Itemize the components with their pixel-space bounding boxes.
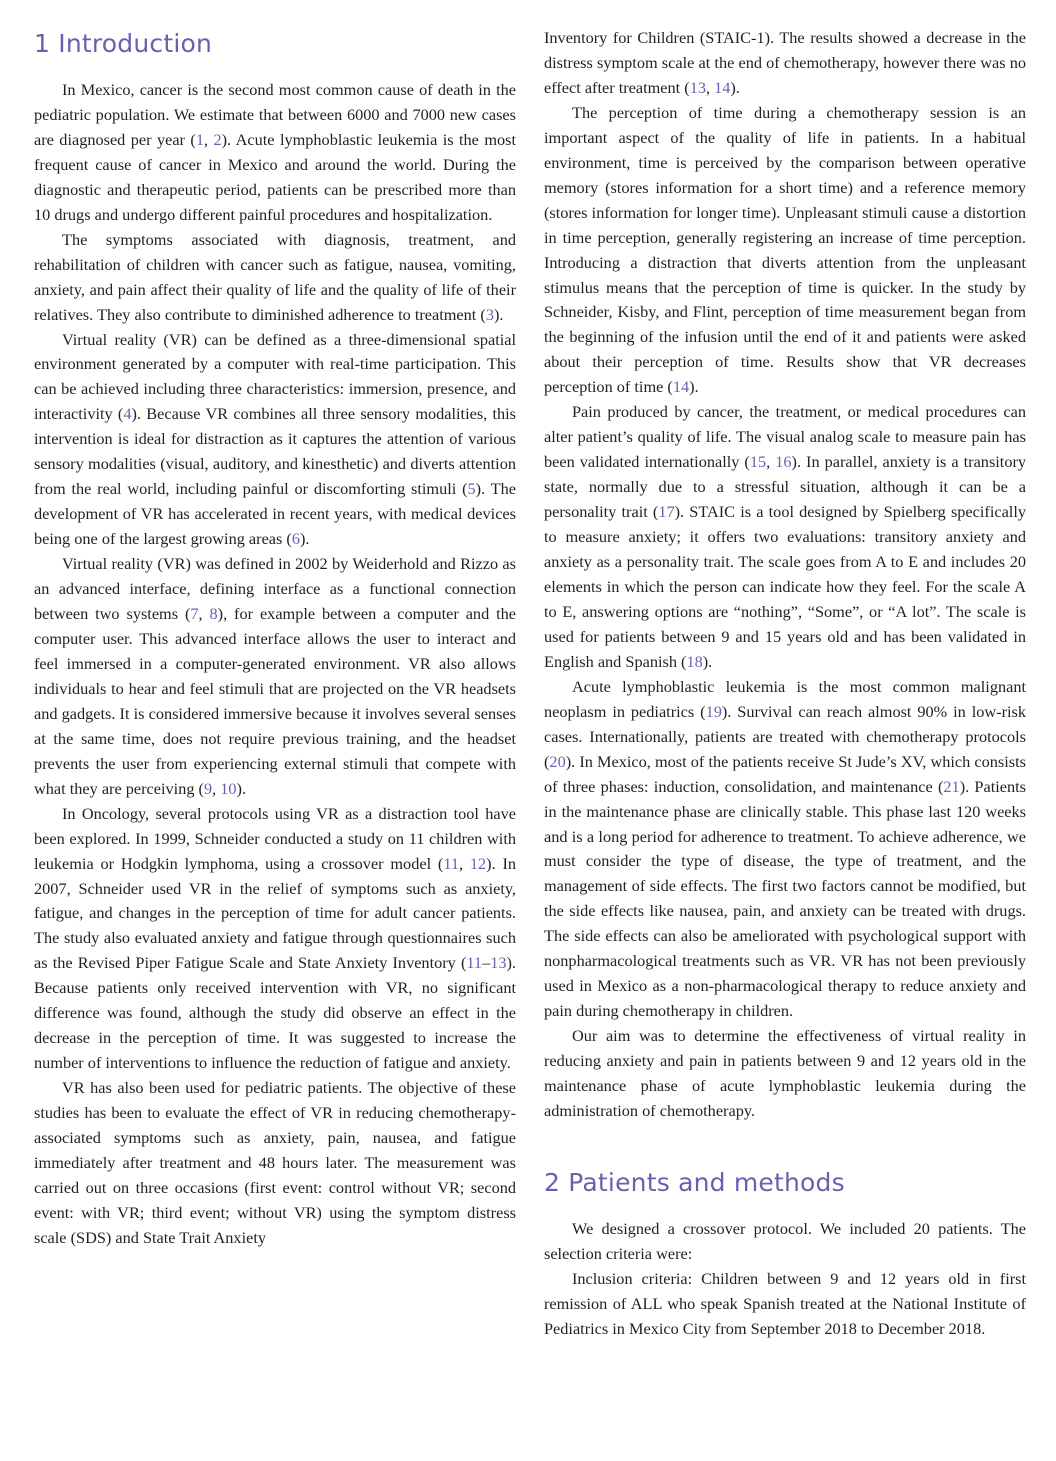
body-paragraph: Inclusion criteria: Children between 9 and 12 years old in first remission of ALL who speak Spanish treated at the National Institute of Pediatrics in Mexico City from September 2018 to December 2018.: [544, 1268, 1026, 1338]
citation-link[interactable]: 13: [689, 77, 706, 97]
body-paragraph: VR has also been used for pediatric patients. The objective of these studies has been to evaluate the effect of VR in reducing chemotherapy-associated symptoms such as anxiety, pain, nausea, and fatigue immediately after treatment and 48 hours later. The measurement was carried out on three occasions (first event: control without VR; second event: with VR; third event; without VR) using the symptom distress scale (SDS) and State Trait Anxiety: [34, 1078, 516, 1247]
citation-link[interactable]: 15: [749, 452, 767, 472]
body-paragraph: The perception of time during a chemotherapy session is an important aspect of the quality of life in patients. In a habitual environment, time is perceived by the comparison between operative memory (stores information for a short time) and a reference memory (stores information for longer time). Unpleasant stimuli cause a distortion in time perception, generally registering an increase of time perception. Introducing a distraction that diverts attention from the unpleasant stimulus means that the perception of time is quicker. In the study by Schneider, Kisby, and Flint, perception of time measurement began from the beginning of the infusion until the end of it and patients were asked about their perception of time. Results show that VR decreases perception of time (14).: [544, 102, 1026, 397]
body-paragraph: Inventory for Children (STAIC-1). The results showed a decrease in the distress symptom scale at the end of chemotherapy, however there was no effect after treatment (13, 14).: [544, 28, 1026, 97]
body-paragraph: Our aim was to determine the effectiveness of virtual reality in reducing anxiety and pain in patients between 9 and 12 years old in the maintenance phase of acute lymphoblastic leukemia during the administration of chemotherapy.: [544, 1026, 1026, 1120]
citation-link[interactable]: 10: [220, 778, 237, 798]
body-paragraph: Acute lymphoblastic leukemia is the most common malignant neoplasm in pediatrics (19). Survival can reach almost 90% in low-risk cases. Internationally, patients are treated with chemotherapy protocols (20). In Mexico, most of the patients receive St Jude’s XV, which consists of three phases: induction, consolidation, and maintenance (21). Patients in the maintenance phase are clinically stable. This phase last 120 weeks and is a long period for adherence to treatment. To achieve adherence, we must consider the type of disease, the type of treatment, and the management of side effects. The first two factors cannot be modified, but the side effects like nausea, pain, and anxiety can be treated with drugs. The side effects can also be ameliorated with psychological support with nonpharmacological treatments such as VR. VR has not been previously used in Mexico as a non-pharmacological therapy to reduce anxiety and pain during chemotherapy in children.: [544, 676, 1027, 1021]
body-paragraph: In Mexico, cancer is the second most common cause of death in the pediatric population. We estimate that between 6000 and 7000 new cases are diagnosed per year (1, 2). Acute lymphoblastic leukemia is the most frequent cause of cancer in Mexico and around the world. During the diagnostic and therapeutic period, patients can be prescribed more than 10 drugs and undergo different painful procedures and hospitalization.: [34, 80, 516, 224]
citation-link[interactable]: 5: [467, 479, 476, 499]
citation-link[interactable]: 4: [123, 404, 132, 424]
citation-link[interactable]: 19: [705, 701, 722, 721]
section-heading-introduction: 1 Introduction: [34, 29, 213, 58]
citation-link[interactable]: 6: [291, 529, 300, 549]
body-paragraph: Virtual reality (VR) can be defined as a three-dimensional spatial environment generated by a computer with real-time participation. This can be achieved including three characteristics: immersion, presence, and interactivity (4). Because VR combines all three sensory modalities, this intervention is ideal for distraction as it captures the attention of various sensory modalities (visual, auditory, and kinesthetic) and diverts attention from the real world, including painful or discomforting stimuli (5). The development of VR has accelerated in recent years, with medical devices being one of the largest growing areas (6).: [34, 329, 517, 549]
body-paragraph: Virtual reality (VR) was defined in 2002 by Weiderhold and Rizzo as an advanced interface, defining interface as a functional connection between two systems (7, 8), for example between a computer and the computer user. This advanced interface allows the user to interact and feel immersed in a computer-generated environment. VR also allows individuals to hear and feel stimuli that are projected on the VR headsets and gadgets. It is considered immersive because it involves several senses at the same time, does not require previous training, and the headset prevents the user from experiencing external stimuli that compete with what they are perceiving (9, 10).: [34, 554, 517, 798]
citation-link[interactable]: 13: [490, 953, 507, 973]
citation-link[interactable]: 7: [190, 604, 199, 624]
citation-link[interactable]: 8: [209, 604, 218, 624]
body-paragraph: Pain produced by cancer, the treatment, or medical procedures can alter patient’s quality of life. The visual analog scale to measure pain has been validated internationally (15, 16). In parallel, anxiety is a transitory state, normally due to a stressful situation, although it can be a personality trait (17). STAIC is a tool designed by Spielberg specifically to measure anxiety; it offers two evaluations: transitory anxiety and anxiety as a personality trait. The scale goes from A to E and includes 20 elements in which the person can indicate how they feel. For the scale A to E, answering options are “nothing”, “Some”, or “A lot”. The scale is used for patients between 9 and 15 years old and has been validated in English and Spanish (18).: [544, 402, 1027, 671]
citation-link[interactable]: 14: [714, 77, 731, 97]
citation-link[interactable]: 9: [203, 778, 213, 798]
citation-link[interactable]: 11: [443, 853, 459, 873]
citation-link[interactable]: 17: [658, 502, 675, 522]
citation-link[interactable]: 3: [485, 304, 494, 324]
body-paragraph: We designed a crossover protocol. We included 20 patients. The selection criteria were:: [544, 1218, 1026, 1263]
introduction-body: [34, 78, 516, 1251]
left-column: [34, 26, 516, 1251]
section-heading-methods: 2 Patients and methods: [544, 1167, 845, 1197]
citation-link[interactable]: 1: [195, 129, 204, 149]
citation-link[interactable]: 20: [549, 751, 566, 771]
methods-body: [544, 1217, 1026, 1342]
body-paragraph: The symptoms associated with diagnosis, treatment, and rehabilitation of children with cancer such as fatigue, nausea, vomiting, anxiety, and pain affect their quality of life and the quality of life of their relatives. They also contribute to diminished adherence to treatment (3).: [34, 229, 516, 324]
citation-link[interactable]: 11: [466, 953, 483, 973]
citation-link[interactable]: 16: [775, 452, 792, 472]
citation-link[interactable]: 18: [686, 651, 703, 671]
citation-link[interactable]: 12: [469, 853, 487, 873]
right-column: [544, 26, 1026, 1342]
citation-link[interactable]: 2: [213, 129, 222, 149]
citation-link[interactable]: 21: [943, 776, 960, 796]
introduction-body-continued: [544, 26, 1026, 1124]
body-paragraph: In Oncology, several protocols using VR as a distraction tool have been explored. In 1999, Schneider conducted a study on 11 children with leukemia or Hodgkin lymphoma, using a crossover model (11, 12). In 2007, Schneider used VR in the relief of symptoms such as anxiety, fatigue, and changes in the perception of time for adult cancer patients. The study also evaluated anxiety and fatigue through questionnaires such as the Revised Piper Fatigue Scale and State Anxiety Inventory (11–13). Because patients only received intervention with VR, no significant difference was found, although the study did observe an effect in the decrease in the perception of time. It was suggested to increase the number of interventions to influence the reduction of fatigue and anxiety.: [34, 803, 517, 1073]
citation-link[interactable]: 14: [672, 377, 690, 397]
